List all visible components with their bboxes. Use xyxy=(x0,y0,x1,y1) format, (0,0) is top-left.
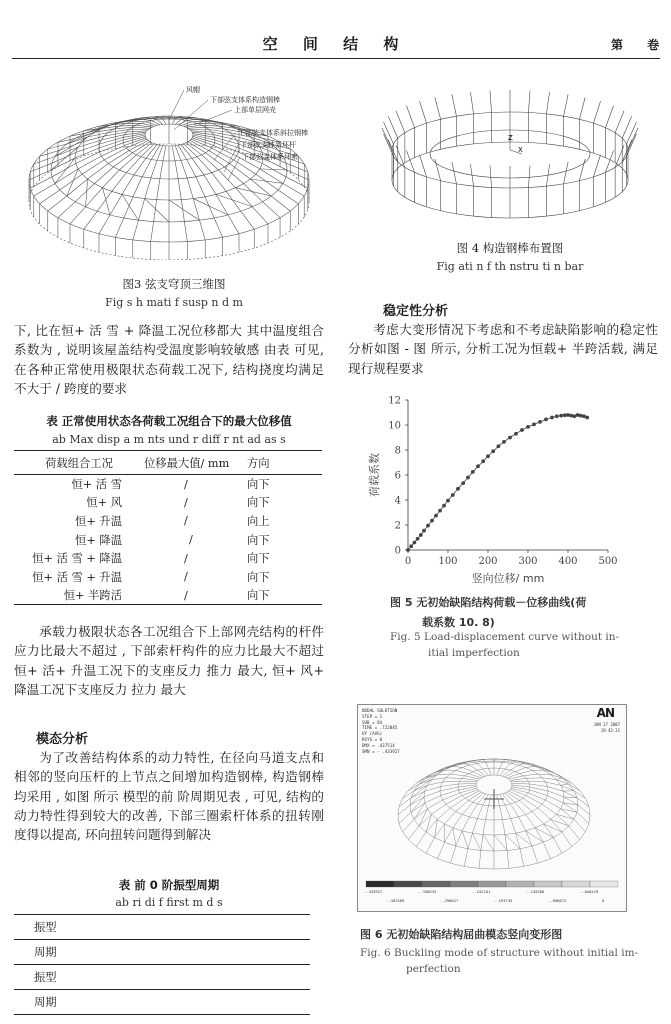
fig6-legend-line: DMX = .437514 xyxy=(362,742,395,748)
figure-4-bars xyxy=(360,80,660,230)
data-point xyxy=(434,514,438,518)
header-rule xyxy=(12,58,660,59)
fig3-caption: 图3 弦支穹顶三维图 xyxy=(122,277,226,291)
fig4-caption: 图 4 构造钢棒布置图 xyxy=(456,241,564,255)
data-point xyxy=(430,519,434,523)
data-point xyxy=(514,432,518,436)
left-para-2: 承载力极限状态各工况组合下上部网壳结构的杆件应力比最大不超过 , 下部索杆构件的应力比最大不超过 恒+ 活+ 升温工况下的支座反力 推力 最大, 恒+ 风+ 降温工况下支座反力 拉力 最大 xyxy=(14,624,324,697)
fig5-caption-en-line1: Fig. 5 Load-displacement curve without in- xyxy=(390,631,620,643)
y-axis-label: 荷载系数 xyxy=(368,453,381,497)
table1-header-load: 荷载组合工况 xyxy=(45,456,113,470)
table1-header-dir: 方向 xyxy=(247,456,270,470)
table1 xyxy=(14,450,324,605)
fig4-axis-x: X xyxy=(518,146,523,154)
table1-cell-dir: 向下 xyxy=(247,589,270,603)
fig6-scale-label: -.290617 xyxy=(440,898,459,903)
table2-title: 表 前 0 阶振型周期 xyxy=(118,878,220,892)
fig6-date: JAN 27 2007 xyxy=(593,722,620,727)
table1-cell-load: 恒+ 活 雪 + 降温 xyxy=(32,552,122,566)
fig6-legend-line: SMN = - .433927 xyxy=(362,748,400,754)
table1-row xyxy=(14,567,322,586)
data-point xyxy=(456,487,460,491)
volume-label: 第 卷 xyxy=(611,38,670,52)
fig6-scale-label: -.096872 xyxy=(548,898,567,903)
data-point xyxy=(579,414,583,418)
table1-cell-disp: / xyxy=(184,588,188,602)
y-tick-label: 2 xyxy=(394,520,401,532)
table1-cell-load: 恒+ 活 雪 + 升温 xyxy=(32,570,122,584)
data-point xyxy=(569,414,573,418)
fig6-legend-line: TIME = .722045 xyxy=(362,725,398,731)
x-tick-label: 200 xyxy=(478,556,498,567)
fig3-label-wangke: 上部单层网壳 xyxy=(234,106,276,114)
table2-row-label: 振型 xyxy=(34,971,57,984)
data-point xyxy=(419,533,423,537)
figure-5-chart xyxy=(356,388,626,588)
fig5-caption-line1: 图 5 无初始缺陷结构荷载－位移曲线(荷 xyxy=(390,596,587,609)
data-point xyxy=(413,541,417,545)
table1-row xyxy=(14,549,322,568)
y-tick-label: 12 xyxy=(388,395,401,407)
series-line xyxy=(408,415,587,550)
table1-cell-dir: 向下 xyxy=(247,552,270,566)
table1-cell-disp: / xyxy=(184,495,188,509)
data-point xyxy=(451,493,455,497)
left-para-3: 为了改善结构体系的动力特性, 在径向马道支点和相邻的竖向压杆的上节点之间增加构造钢棒, 构造钢棒均采用 , 如图 所示 模型的前 阶周期见表 , 可见, 结构的动力特性得到较大的改善, 下部三圈索杆体系的扭转刚度得以提高, 环向扭转问题得到解决 xyxy=(14,750,324,843)
data-point xyxy=(422,529,426,533)
data-point xyxy=(461,481,465,485)
data-point xyxy=(559,414,563,418)
data-point xyxy=(576,413,580,417)
table2-row-label: 振型 xyxy=(34,921,57,934)
data-point xyxy=(466,476,470,480)
fig6-scale-label: 0 xyxy=(602,898,605,903)
table1-cell-dir: 向下 xyxy=(247,533,270,547)
table1-cell-disp: / xyxy=(189,533,193,547)
table1-cell-disp: / xyxy=(184,551,188,565)
table1-cell-dir: 向下 xyxy=(247,496,270,510)
fig6-legend-line: UY (AVG) xyxy=(362,731,383,737)
table2-title-en: ab ri di f first m d s xyxy=(115,896,223,909)
fig3-label-fengmao: 风帽 xyxy=(186,86,200,94)
fig6-caption-en-line1: Fig. 6 Buckling mode of structure without initial im- xyxy=(360,947,639,959)
fig6-legend-line: SUB = 84 xyxy=(362,719,383,725)
x-axis-label: 竖向位移/ mm xyxy=(471,572,545,585)
data-point xyxy=(406,548,410,552)
y-tick-label: 10 xyxy=(388,420,401,432)
x-tick-label: 100 xyxy=(438,556,458,567)
table1-title-en: ab Max disp a m nts und r diff r nt ad as s xyxy=(52,433,286,446)
figure-6-panel xyxy=(357,704,627,912)
table1-row xyxy=(14,493,322,512)
data-point xyxy=(476,464,480,468)
table1-cell-dir: 向下 xyxy=(247,570,270,584)
table1-cell-load: 恒+ 降温 xyxy=(75,533,122,547)
fig6-scale-label: -.387489 xyxy=(386,898,405,903)
y-tick-label: 0 xyxy=(394,545,401,557)
table2-row-label: 周期 xyxy=(34,996,57,1009)
fig6-scale-label: -.145568 xyxy=(526,889,545,894)
table1-row xyxy=(14,512,322,531)
fig3-label-huangan: 下部弦支体系环杆 xyxy=(240,141,296,149)
data-point xyxy=(508,436,512,440)
x-tick-label: 500 xyxy=(598,556,618,567)
y-tick-label: 8 xyxy=(394,445,401,457)
data-point xyxy=(409,544,413,548)
data-point xyxy=(486,454,490,458)
data-point xyxy=(438,509,442,513)
fig3-label-xiela: 下部弦支体系斜拉钢棒 xyxy=(238,129,308,137)
fig6-scale-label: -.242181 xyxy=(472,889,491,894)
table1-header-disp: 位移最大值/ mm xyxy=(144,456,230,470)
fig6-legend-line: NODAL SOLUTION xyxy=(362,708,398,713)
journal-title: 空 间 结 构 xyxy=(262,35,409,53)
data-point xyxy=(426,524,430,528)
data-point xyxy=(491,449,495,453)
fig6-scale-label: -.193745 xyxy=(494,898,513,903)
figure-3-dome xyxy=(14,80,334,260)
table1-cell-load: 恒+ 升温 xyxy=(75,514,122,528)
table1-title: 表 正常使用状态各荷载工况组合下的最大位移值 xyxy=(46,414,292,428)
data-point xyxy=(497,444,501,448)
table1-row xyxy=(14,530,322,549)
y-tick-label: 6 xyxy=(394,470,401,482)
data-point xyxy=(585,416,589,420)
fig6-legend-line: STEP = 1 xyxy=(362,713,383,719)
table1-cell-load: 恒+ 半跨活 xyxy=(63,589,122,603)
fig5-caption-en xyxy=(390,631,650,659)
section-stability-title: 稳定性分析 xyxy=(383,304,449,319)
data-point xyxy=(442,504,446,508)
data-point xyxy=(471,470,475,474)
table1-cell-load: 恒+ 风 xyxy=(86,496,122,510)
fig6-caption: 图 6 无初始缺陷结构屈曲模态竖向变形图 xyxy=(360,928,563,941)
table1-cell-disp: / xyxy=(184,570,188,584)
right-para-1: 考虑大变形情况下考虑和不考虑缺陷影响的稳定性分析如图 - 图 所示, 分析工况为恒载+ 半跨活载, 满足现行规程要求 xyxy=(348,322,658,376)
fig6-caption-en-line2: perfection xyxy=(406,963,461,975)
data-point xyxy=(416,537,420,541)
table1-cell-dir: 向下 xyxy=(247,478,270,492)
data-point xyxy=(544,417,548,421)
data-point xyxy=(555,414,559,418)
y-tick-label: 4 xyxy=(394,495,401,507)
table1-cell-load: 恒+ 活 雪 xyxy=(71,478,122,492)
ansys-logo: AN xyxy=(596,706,614,720)
table1-row xyxy=(14,586,322,605)
x-tick-label: 0 xyxy=(404,556,412,567)
left-para-1: 下, 比在恒+ 活 雪 + 降温工况位移都大 其中温度组合系数为 , 说明该屋盖结构受温度影响较敏感 由表 可见, 在各种正常使用极限状态荷载工况下, 结构挠度均满足不大于 / 跨度的要求 xyxy=(14,323,324,396)
fig3-label-gouzao: 下部弦支体系构造钢棒 xyxy=(210,96,280,104)
table1-row xyxy=(14,475,322,494)
fig4-caption-en: Fig ati n f th nstru ti n bar xyxy=(436,260,584,273)
data-point xyxy=(550,416,554,420)
fig6-scale-label: -.336633 xyxy=(418,889,437,894)
fig6-time: 19:42:31 xyxy=(600,728,620,733)
table1-cell-disp: / xyxy=(184,477,188,491)
fig6-legend-line: RSYS = 0 xyxy=(362,736,383,742)
fig6-scale-label: -.433927 xyxy=(364,889,383,894)
table2 xyxy=(14,914,310,1015)
fig3-label-huansuo: 下部弦支体系环索 xyxy=(242,153,298,161)
fig5-caption-en-line2: itial imperfection xyxy=(428,647,520,659)
fig5-caption xyxy=(390,594,650,630)
x-tick-label: 300 xyxy=(518,556,538,567)
table2-row-label: 周期 xyxy=(34,946,57,959)
data-point xyxy=(520,428,524,432)
fig3-caption-en: Fig s h mati f susp n d m xyxy=(105,296,243,309)
fig6-caption-en xyxy=(360,947,660,975)
data-point xyxy=(532,422,536,426)
data-point xyxy=(566,413,570,417)
data-point xyxy=(502,440,506,444)
data-point xyxy=(481,459,485,463)
fig4-axis-z: Z xyxy=(508,134,513,142)
data-point xyxy=(538,420,542,424)
fig5-caption-line2: 载系数 10. 8) xyxy=(422,616,495,629)
data-point xyxy=(526,425,530,429)
table1-cell-dir: 向上 xyxy=(247,514,270,528)
x-tick-label: 400 xyxy=(558,556,578,567)
table1-cell-disp: / xyxy=(184,514,188,528)
data-point xyxy=(446,499,450,503)
fig6-scale-label: -.048419 xyxy=(580,889,599,894)
section-modal-title: 模态分析 xyxy=(36,732,89,747)
